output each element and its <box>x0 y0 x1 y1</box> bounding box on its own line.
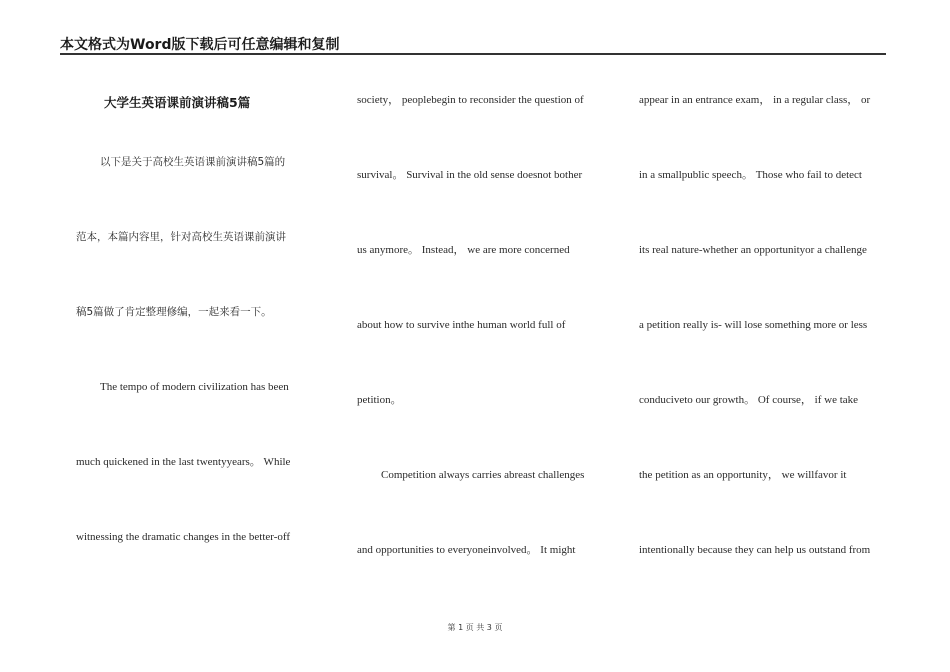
text-line: Competition always carries abreast challenges <box>381 469 585 481</box>
text-line: 范本，本篇内容里，针对高校生英语课前演讲 <box>76 231 286 243</box>
text-line: much quickened in the last twentyyears。 While <box>76 456 291 468</box>
text-line: and opportunities to everyoneinvolved。 It might <box>357 544 576 556</box>
document-title: 大学生英语课前演讲稿5篇 <box>104 95 251 110</box>
text-line: intentionally because they can help us outstand from <box>639 544 871 556</box>
text-line: a petition really is- will lose something more or less <box>639 319 868 331</box>
text-line: petition。 <box>357 394 402 406</box>
text-line: us anymore。 Instead， we are more concerned <box>357 244 570 256</box>
page-number: 第 1 页 共 3 页 <box>447 623 503 632</box>
text-line: society， peoplebegin to reconsider the question of <box>357 94 584 106</box>
text-line: The tempo of modern civilization has been <box>100 381 289 393</box>
text-line: conduciveto our growth。 Of course， if we take <box>639 394 859 406</box>
text-line: survival。 Survival in the old sense doesnot bother <box>357 169 583 181</box>
header-text: 本文格式为Word版下载后可任意编辑和复制 <box>60 37 340 53</box>
text-line: appear in an entrance exam， in a regular class， or <box>639 94 871 106</box>
text-line: 稿5篇做了肯定整理修编，一起来看一下。 <box>76 306 272 318</box>
text-line: about how to survive inthe human world full of <box>357 319 566 331</box>
text-line: 以下是关于高校生英语课前演讲稿5篇的 <box>100 156 286 168</box>
text-line: in a smallpublic speech。 Those who fail to detect <box>639 169 862 181</box>
text-line: the petition as an opportunity， we willfavor it <box>639 469 847 481</box>
header-divider <box>60 53 886 55</box>
text-line: witnessing the dramatic changes in the better-off <box>76 531 291 543</box>
text-line: its real nature-whether an opportunityor a challenge <box>639 244 867 256</box>
